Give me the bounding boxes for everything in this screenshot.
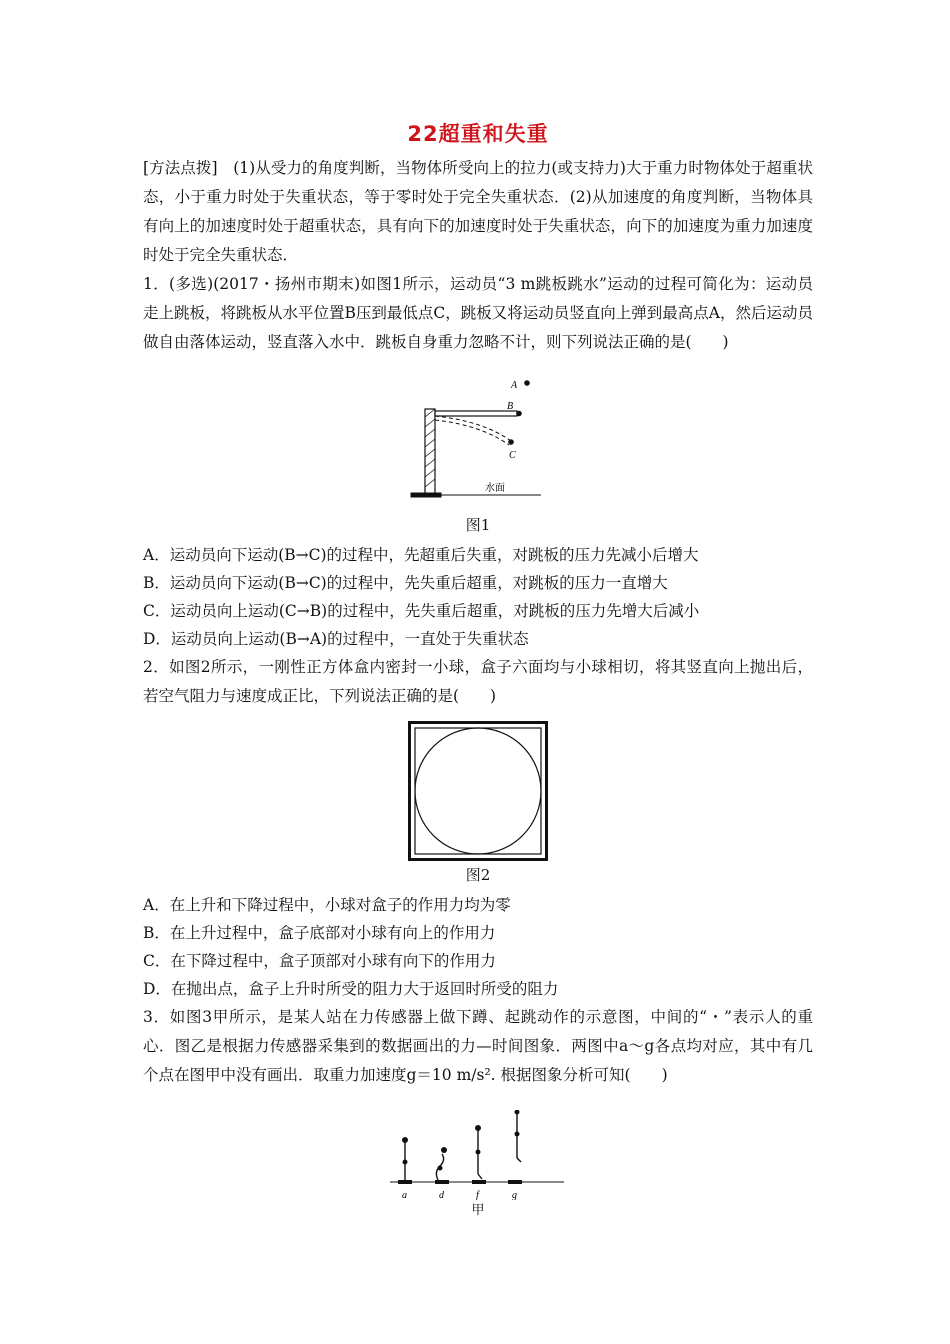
q3-stem: 3．如图3甲所示，是某人站在力传感器上做下蹲、起跳动作的示意图，中间的“・”表示人的重心．图乙是根据力传感器采集到的数据画出的力—时间图象．两图中a～g各点均对应，其中有几个点在图甲中没有画出．取重力加速度g＝10 m/s². 根据图象分析可知( )	[143, 1008, 813, 1084]
ground	[411, 493, 441, 497]
box-outer	[410, 723, 547, 860]
label-g: g	[512, 1190, 517, 1200]
figure-1-drawing	[411, 409, 541, 497]
figure-3-caption: 甲	[471, 1203, 485, 1218]
point-a	[524, 380, 530, 386]
label-a: A	[511, 380, 518, 391]
label-a: a	[402, 1190, 407, 1200]
figure-3-jump-sequence	[388, 1110, 568, 1200]
figure-2-box-ball	[408, 721, 548, 861]
method-tip: [方法点拨] (1)从受力的角度判断，当物体所受向上的拉力(或支持力)大于重力时物体处于超重状态，小于重力时处于失重状态，等于零时处于完全失重状态．(2)从加速度的角度判断，当物体具有向上的加速度时处于超重状态，具有向下的加速度时处于失重状态，向下的加速度为重力加速度时处于完全失重状态．	[143, 159, 813, 264]
q2-option-c: C．在下降过程中，盒子顶部对小球有向下的作用力	[143, 952, 496, 970]
q2-option-a: A．在上升和下降过程中，小球对盒子的作用力均为零	[143, 896, 511, 914]
label-c: C	[509, 450, 516, 461]
sensor-d	[435, 1180, 449, 1184]
label-water: 水面	[485, 483, 505, 494]
point-b	[516, 411, 522, 417]
label-d: d	[439, 1190, 444, 1200]
ball	[415, 728, 541, 854]
board	[435, 411, 517, 416]
page-title: 22超重和失重	[407, 122, 549, 146]
q1-option-d: D．运动员向上运动(B→A)的过程中，一直处于失重状态	[143, 630, 529, 648]
document-page	[143, 118, 813, 1224]
sensor-a	[398, 1180, 412, 1184]
label-b: B	[507, 401, 514, 412]
q2-option-d: D．在抛出点，盒子上升时所受的阻力大于返回时所受的阻力	[143, 980, 559, 998]
label-f: f	[476, 1190, 479, 1200]
q1-option-c: C．运动员向上运动(C→B)的过程中，先失重后超重，对跳板的压力先增大后减小	[143, 602, 700, 620]
q2-stem: 2．如图2所示，一刚性正方体盒内密封一小球，盒子六面均与小球相切，将其竖直向上抛出后，若空气阻力与速度成正比，下列说法正确的是( )	[143, 658, 813, 705]
sensor-g	[508, 1180, 522, 1184]
box-inner	[415, 728, 541, 854]
figure-2-caption: 图2	[465, 866, 491, 884]
figure-1-diving-board	[403, 379, 553, 511]
q1-stem: 1．(多选)(2017・扬州市期末)如图1所示，运动员“3 m跳板跳水”运动的过程可简化为：运动员走上跳板，将跳板从水平位置B压到最低点C，跳板又将运动员竖直向上弹到最高点A，然后运动员做自由落体运动，竖直落入水中．跳板自身重力忽略不计，则下列说法正确的是( )	[143, 275, 813, 351]
q1-option-a: A．运动员向下运动(B→C)的过程中，先超重后失重，对跳板的压力先减小后增大	[143, 546, 699, 564]
wall	[425, 409, 435, 495]
bent-board	[435, 416, 511, 441]
point-c	[508, 439, 514, 445]
q2-option-b: B．在上升过程中，盒子底部对小球有向上的作用力	[143, 924, 496, 942]
q1-option-b: B．运动员向下运动(B→C)的过程中，先失重后超重，对跳板的压力一直增大	[143, 574, 668, 592]
sensor-f	[472, 1180, 486, 1184]
figure-1-caption: 图1	[465, 516, 491, 534]
